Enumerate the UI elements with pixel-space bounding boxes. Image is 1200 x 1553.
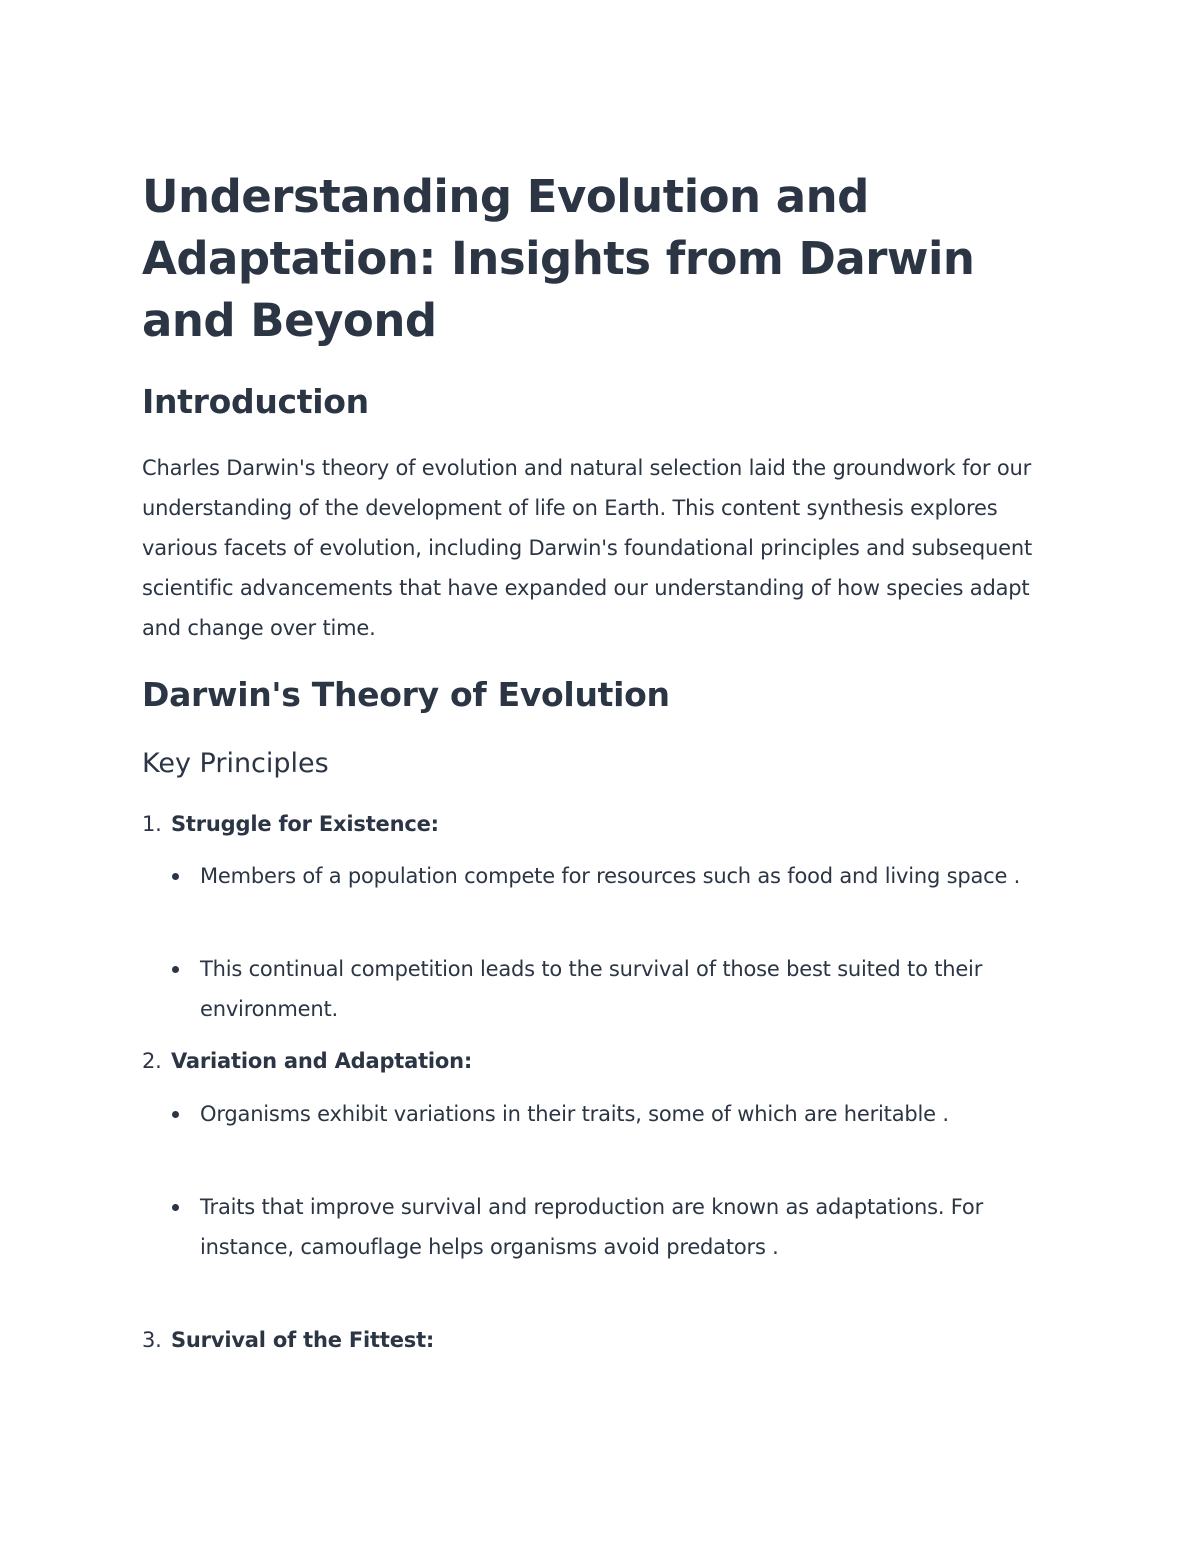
principle-title: Variation and Adaptation: <box>171 1049 473 1073</box>
bullet-dot <box>172 1204 179 1211</box>
principle-number: 2. <box>142 1049 162 1073</box>
bullet-text: Traits that improve survival and reproduction are known as adaptations. For instance, camouflage helps organisms avoid predators . <box>200 1195 984 1259</box>
bullet-text: Members of a population compete for resources such as food and living space . <box>200 864 1021 888</box>
bullet-dot <box>172 966 179 973</box>
principle-item-1 <box>142 809 439 839</box>
list-item <box>172 1094 1042 1134</box>
bullet-dot <box>172 1111 179 1118</box>
key-principles-subheading: Key Principles <box>142 748 329 779</box>
list-item <box>172 949 1042 1029</box>
principle-title: Struggle for Existence: <box>171 812 439 836</box>
principle-number: 3. <box>142 1328 162 1352</box>
principle-item-2 <box>142 1046 472 1076</box>
introduction-paragraph: Charles Darwin's theory of evolution and natural selection laid the groundwork for our understanding of the development of life on Earth. This content synthesis explores various facets of evolution, including Darwin's foundational principles and subsequent scientific advancements that have expanded our understanding of how species adapt and change over time. <box>142 456 1033 640</box>
document-title: Understanding Evolution and Adaptation: Insights from Darwin and Beyond <box>142 170 975 347</box>
darwin-section-heading: Darwin's Theory of Evolution <box>142 675 670 714</box>
bullet-text: Organisms exhibit variations in their traits, some of which are heritable . <box>200 1102 949 1126</box>
introduction-heading: Introduction <box>142 382 369 421</box>
bullet-text: This continual competition leads to the survival of those best suited to their environment. <box>200 957 983 1021</box>
list-item <box>172 856 1042 896</box>
list-item <box>172 1187 1042 1267</box>
principle-number: 1. <box>142 812 162 836</box>
bullet-dot <box>172 873 179 880</box>
principle-item-3 <box>142 1325 434 1355</box>
principle-title: Survival of the Fittest: <box>171 1328 435 1352</box>
